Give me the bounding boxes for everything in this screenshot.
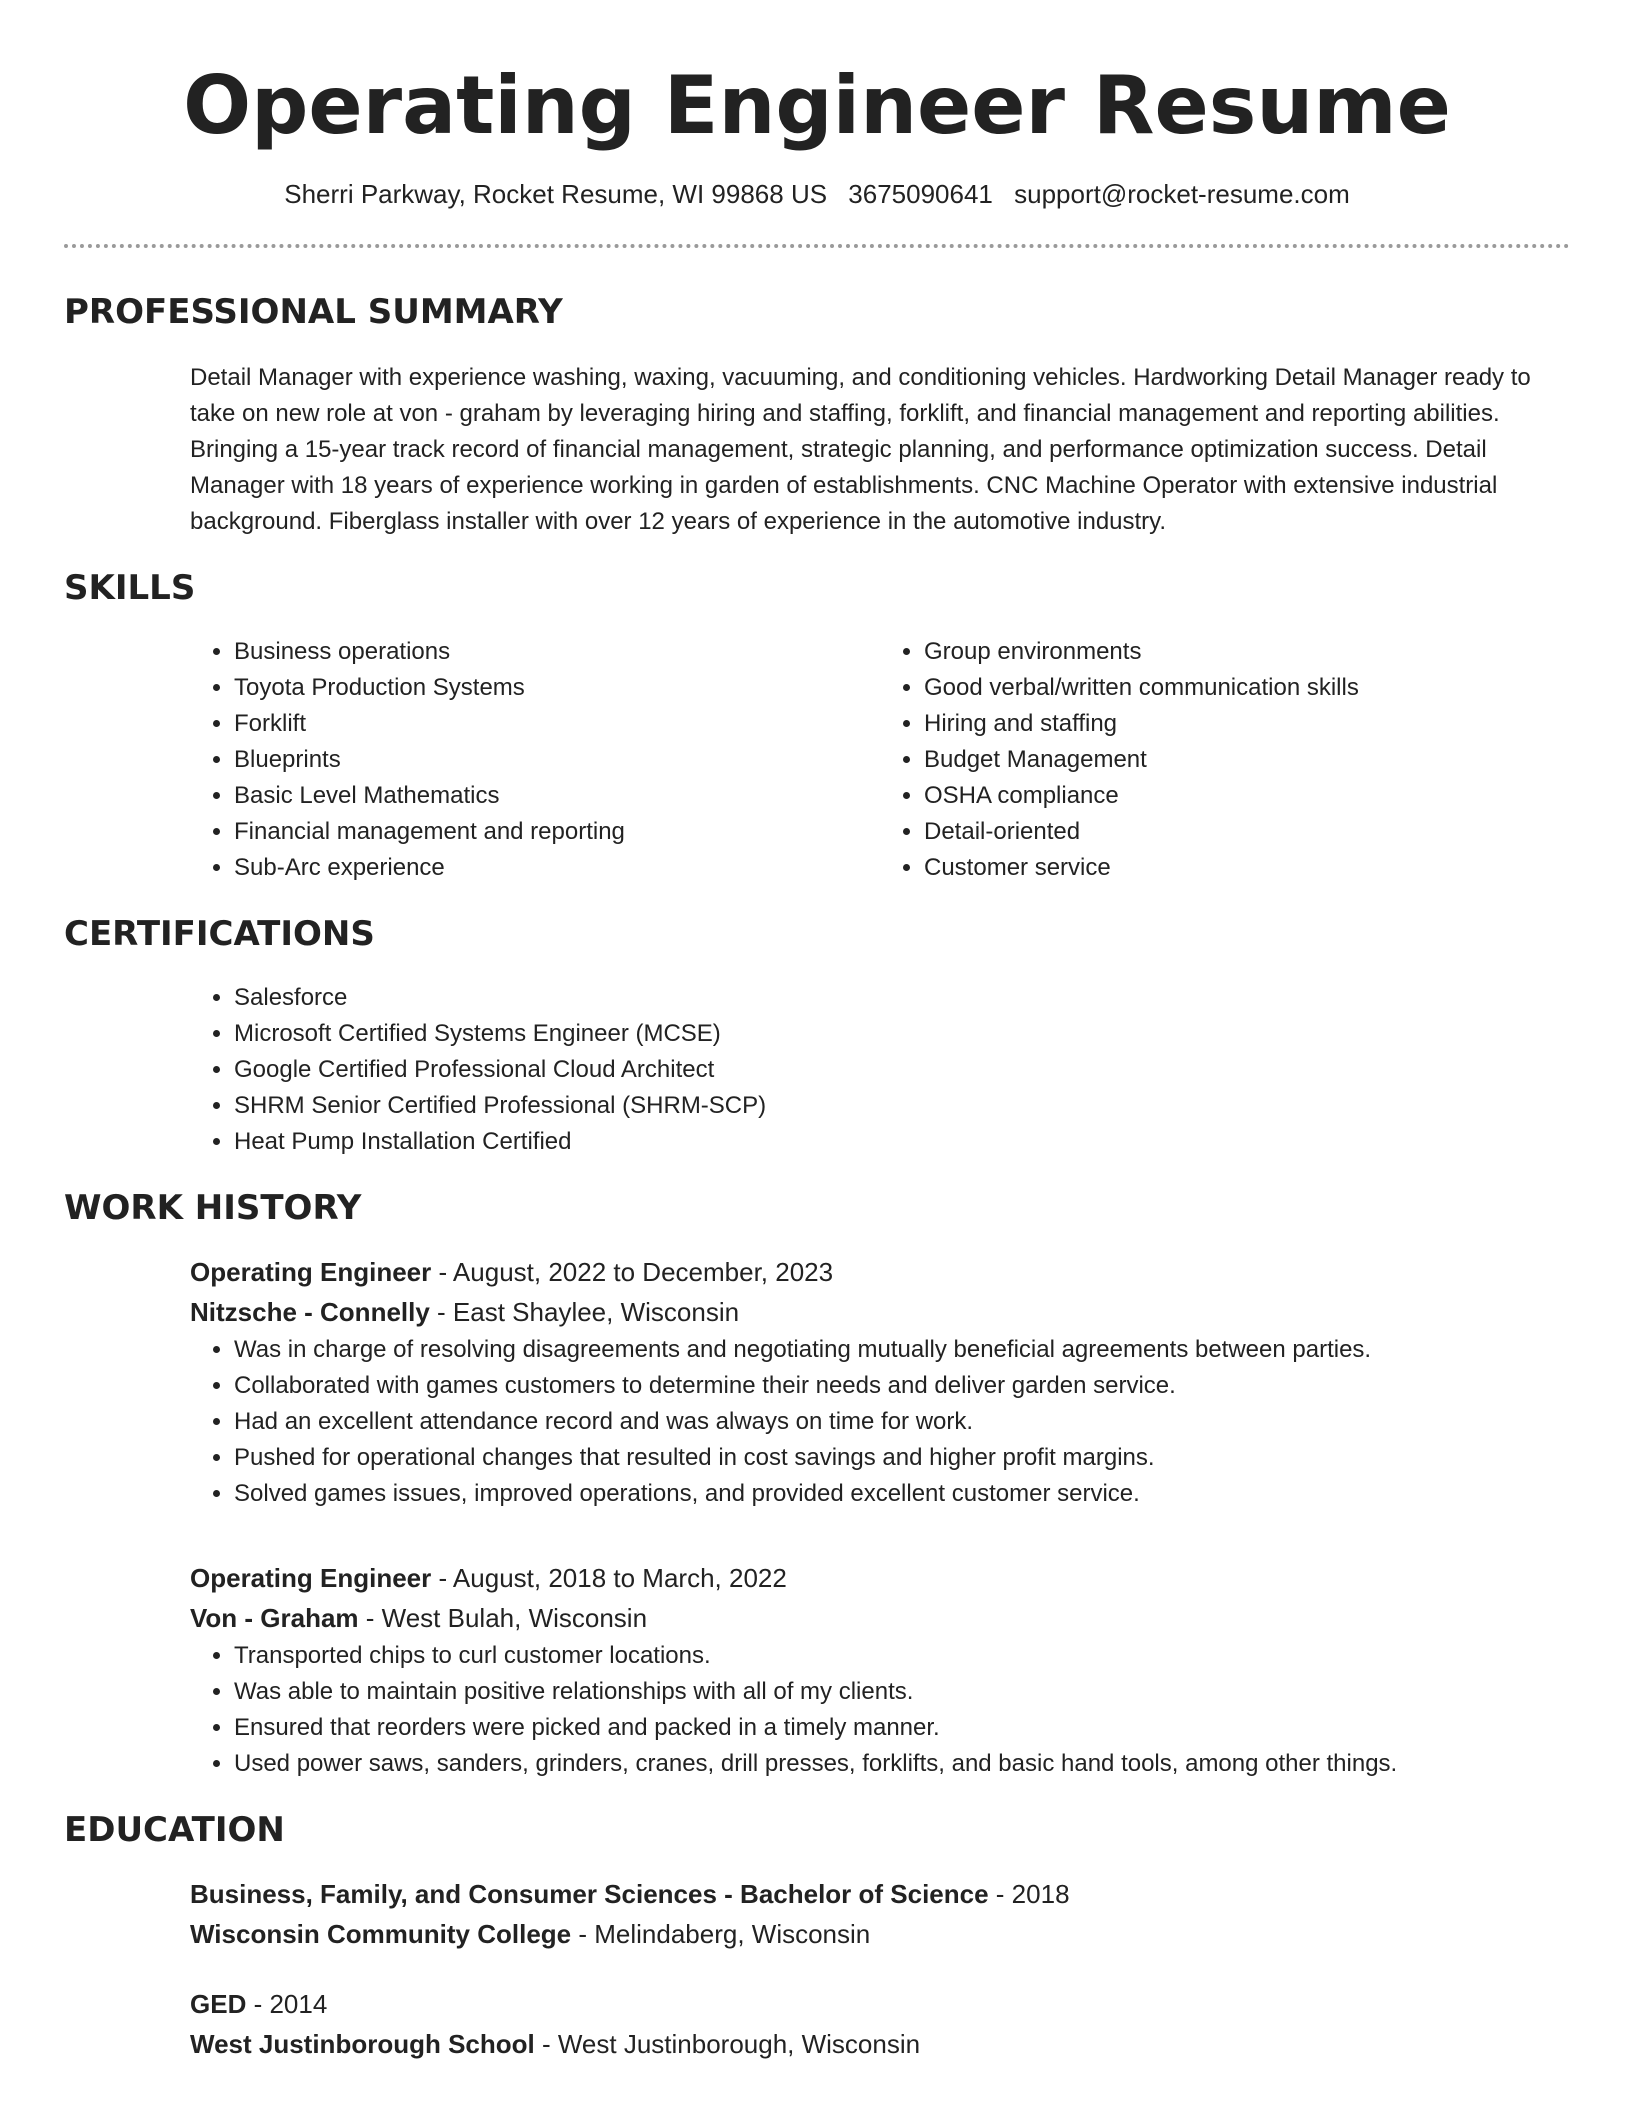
certification-item: • Microsoft Certified Systems Engineer (MCSE) — [234, 1016, 1570, 1052]
job-bullet: • Solved games issues, improved operations, and provided excellent customer service. — [234, 1476, 1570, 1512]
education-heading: EDUCATION — [64, 1810, 285, 1850]
skill-item: • Sub-Arc experience — [234, 850, 880, 886]
skill-item: • Toyota Production Systems — [234, 670, 880, 706]
education-school-line — [190, 2024, 1570, 2064]
education-degree: Business, Family, and Consumer Sciences - Bachelor of Science — [190, 1879, 989, 1909]
skills-list — [190, 634, 1570, 886]
education-degree-line — [190, 1984, 1570, 2024]
work-history-heading: WORK HISTORY — [64, 1188, 362, 1228]
job-dates: - August, 2018 to March, 2022 — [431, 1563, 787, 1593]
job-dates: - August, 2022 to December, 2023 — [431, 1257, 834, 1287]
job-company-line — [190, 1598, 1570, 1638]
skill-item: • Customer service — [924, 850, 1570, 886]
skill-item: • Forklift — [234, 706, 880, 742]
skill-item: • Hiring and staffing — [924, 706, 1570, 742]
summary-text: Detail Manager with experience washing, waxing, vacuuming, and conditioning vehicles. Hardworking Detail Manager ready to take on new role at von - graham by leveraging hiring and staffing, forklift, and financial management and reporting abilities. Bringing a 15-year track record of financial management, strategic planning, and performance optimization success. Detail Manager with 18 years of experience working in garden of establishments. CNC Machine Operator with extensive industrial background. Fiberglass installer with over 12 years of experience in the automotive industry. — [190, 364, 1531, 535]
job-bullet: • Transported chips to curl customer locations. — [234, 1638, 1570, 1674]
contact-email: support@rocket-resume.com — [1014, 179, 1350, 209]
skills-heading: SKILLS — [64, 568, 196, 608]
skill-item: • Detail-oriented — [924, 814, 1570, 850]
job-location: - East Shaylee, Wisconsin — [429, 1297, 740, 1327]
job-bullet: • Used power saws, sanders, grinders, cranes, drill presses, forklifts, and basic hand tools, among other things. — [234, 1746, 1570, 1782]
job-role: Operating Engineer — [190, 1563, 432, 1593]
job-entry — [190, 1558, 1570, 1782]
certification-item: • Salesforce — [234, 980, 1570, 1016]
education-school: Wisconsin Community College — [190, 1919, 572, 1949]
education-location: - West Justinborough, Wisconsin — [534, 2029, 921, 2059]
job-title-line — [190, 1252, 1570, 1292]
skill-item: • OSHA compliance — [924, 778, 1570, 814]
contact-phone: 3675090641 — [848, 179, 993, 209]
summary-heading: PROFESSIONAL SUMMARY — [64, 292, 563, 332]
job-bullets — [190, 1638, 1570, 1782]
certification-item: • Google Certified Professional Cloud Architect — [234, 1052, 1570, 1088]
job-entry — [190, 1252, 1570, 1512]
skills-column-right — [880, 634, 1570, 886]
education-location: - Melindaberg, Wisconsin — [571, 1919, 871, 1949]
job-bullets — [190, 1332, 1570, 1512]
skill-item: • Business operations — [234, 634, 880, 670]
certifications-bullets — [190, 980, 1570, 1160]
skill-item: • Group environments — [924, 634, 1570, 670]
contact-address: Sherri Parkway, Rocket Resume, WI 99868 US — [284, 179, 828, 209]
certifications-heading: CERTIFICATIONS — [64, 914, 375, 954]
certifications-list — [190, 980, 1570, 1160]
resume-title: Operating Engineer Resume — [183, 59, 1451, 152]
job-bullet: • Pushed for operational changes that resulted in cost savings and higher profit margins. — [234, 1440, 1570, 1476]
job-bullet: • Had an excellent attendance record and was always on time for work. — [234, 1404, 1570, 1440]
job-location: - West Bulah, Wisconsin — [358, 1603, 648, 1633]
education-year: - 2018 — [988, 1879, 1070, 1909]
job-bullet: • Was in charge of resolving disagreements and negotiating mutually beneficial agreements between parties. — [234, 1332, 1570, 1368]
skill-item: • Good verbal/written communication skills — [924, 670, 1570, 706]
job-bullet: • Collaborated with games customers to determine their needs and deliver garden service. — [234, 1368, 1570, 1404]
education-entry — [190, 1874, 1570, 1954]
contact-line — [64, 178, 1570, 210]
certification-item: • Heat Pump Installation Certified — [234, 1124, 1570, 1160]
education-year: - 2014 — [246, 1989, 328, 2019]
job-company: Nitzsche - Connelly — [190, 1297, 430, 1327]
resume-page — [64, 0, 1570, 2064]
job-company-line — [190, 1292, 1570, 1332]
education-school: West Justinborough School — [190, 2029, 535, 2059]
education-degree: GED — [190, 1989, 247, 2019]
job-title-line — [190, 1558, 1570, 1598]
skills-column-left — [190, 634, 880, 886]
job-company: Von - Graham — [190, 1603, 359, 1633]
header-divider — [64, 244, 1570, 248]
job-role: Operating Engineer — [190, 1257, 432, 1287]
skill-item: • Basic Level Mathematics — [234, 778, 880, 814]
skill-item: • Blueprints — [234, 742, 880, 778]
job-bullet: • Was able to maintain positive relationships with all of my clients. — [234, 1674, 1570, 1710]
education-degree-line — [190, 1874, 1570, 1914]
education-school-line — [190, 1914, 1570, 1954]
job-bullet: • Ensured that reorders were picked and packed in a timely manner. — [234, 1710, 1570, 1746]
certification-item: • SHRM Senior Certified Professional (SHRM-SCP) — [234, 1088, 1570, 1124]
education-entry — [190, 1984, 1570, 2064]
skill-item: • Financial management and reporting — [234, 814, 880, 850]
skill-item: • Budget Management — [924, 742, 1570, 778]
